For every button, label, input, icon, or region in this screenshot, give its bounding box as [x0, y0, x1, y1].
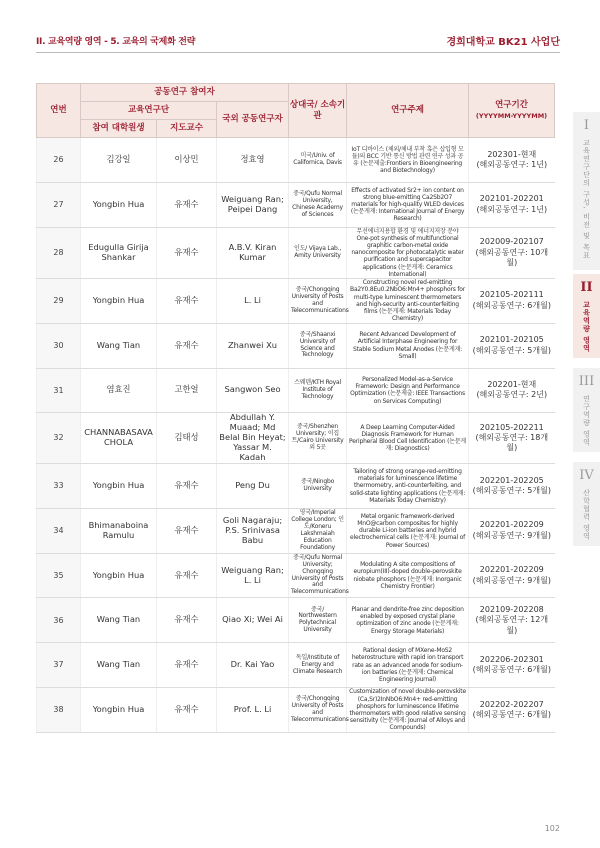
foreign-researcher: Zhanwei Xu	[217, 323, 289, 368]
research-topic: Customization of novel double-perovskite (Ca,Sr)2InNbO6:Mn4+ red-emitting phosphors for luminescence lifetime thermometers with good relative sensing sensitivity (논문게재: Journal of Alloys and Compounds)	[347, 688, 469, 733]
side-tab-num: II	[580, 280, 593, 295]
research-topic: Effects of activated Sr2+ ion content on strong blue-emitting Ca2Sb2O7 materials for high-quality WLED devices (논문게재: International Journal of Energy Research)	[347, 182, 469, 227]
header-participants: 공동연구 참여자	[81, 84, 289, 102]
period-range: 202202-202207	[479, 699, 544, 709]
research-period	[469, 138, 555, 183]
foreign-researcher: Weiguang Ran; L. Li	[217, 553, 289, 598]
institution: 중국/Chongqing University of Posts and Telecommunications	[289, 688, 347, 733]
side-tab-label: 교육역량 영역	[582, 301, 591, 353]
foreign-researcher: Dr. Kai Yao	[217, 643, 289, 688]
header-topic: 연구주제	[347, 84, 469, 138]
table-row	[37, 508, 555, 553]
period-note: (해외공동연구: 5개월)	[472, 345, 551, 355]
period-range: 202201-202205	[479, 475, 544, 485]
research-period	[469, 464, 555, 509]
row-number: 31	[37, 368, 81, 413]
research-period	[469, 553, 555, 598]
side-tab-num: III	[578, 374, 595, 389]
table-row	[37, 688, 555, 733]
period-range: 202101-202105	[479, 335, 544, 345]
research-topic: Personalized Model-as-a-Service Framework: Design and Performance Optimization (논문제출: IEEE Transactions on Services Computing)	[347, 368, 469, 413]
period-note: (해외공동연구: 6개월)	[472, 665, 551, 675]
period-range: 202201-202209	[479, 565, 544, 575]
professor-name: 유재수	[157, 323, 217, 368]
institution: 영국/Imperial College London; 인도/Koneru Lakshmaiah Education Foundationy	[289, 508, 347, 553]
table-row	[37, 598, 555, 643]
header-period-format: (YYYYMM-YYYYMM)	[475, 111, 548, 120]
professor-name: 유재수	[157, 508, 217, 553]
foreign-researcher: A.B.V. Kiran Kumar	[217, 227, 289, 278]
header-foreign: 국외 공동연구자	[217, 102, 289, 138]
professor-name: 유재수	[157, 182, 217, 227]
research-topic: Recent Advanced Development of Artificial Interphase Engineering for Stable Sodium Metal Anodes (논문게재: Small)	[347, 323, 469, 368]
research-topic: Modulating A site compositions of europium(III)-doped double-perovskite niobate phosphors (논문게재: Inorganic Chemistry Frontier)	[347, 553, 469, 598]
research-period	[469, 368, 555, 413]
table-row	[37, 413, 555, 464]
foreign-researcher: Goli Nagaraju; P.S. Srinivasa Babu	[217, 508, 289, 553]
row-number: 30	[37, 323, 81, 368]
student-name: Wang Tian	[81, 643, 157, 688]
student-name: Yongbin Hua	[81, 688, 157, 733]
institution: 중국/Shenzhen University; 이집트/Cairo University 외 5곳	[289, 413, 347, 464]
side-tab-num: IV	[579, 468, 594, 483]
student-name: CHANNABASAVA CHOLA	[81, 413, 157, 464]
side-tab-label: 교육연구단의 구성, 비전 및 목표	[582, 139, 591, 260]
research-topic: Constructing novel red-emitting Ba2Y0.8Eu0.2NbO6:Mn4+ phosphors for multi-type luminescent thermometers and high-security anti-counterfeiting films (논문게재: Materials Today Chemistry)	[347, 278, 469, 323]
period-range: 202201-202209	[479, 520, 544, 530]
research-period	[469, 413, 555, 464]
page-header	[0, 0, 600, 58]
research-period	[469, 508, 555, 553]
table-row	[37, 553, 555, 598]
student-name: Wang Tian	[81, 323, 157, 368]
student-name: Yongbin Hua	[81, 278, 157, 323]
row-number: 35	[37, 553, 81, 598]
student-name: Yongbin Hua	[81, 464, 157, 509]
foreign-researcher: Prof. L. Li	[217, 688, 289, 733]
period-note: (해외공동연구: 1년)	[476, 204, 548, 214]
header-period-label: 연구기간	[495, 99, 528, 110]
table-row	[37, 227, 555, 278]
student-name: Yongbin Hua	[81, 182, 157, 227]
student-name: Edugulla Girija Shankar	[81, 227, 157, 278]
side-tab-3[interactable]	[573, 368, 600, 452]
student-name: 김강일	[81, 138, 157, 183]
row-number: 26	[37, 138, 81, 183]
header-divider	[36, 52, 560, 53]
header-period	[469, 84, 555, 138]
row-number: 32	[37, 413, 81, 464]
professor-name: 유재수	[157, 227, 217, 278]
period-range: 202201-현재	[487, 380, 537, 389]
organization-name: 경희대학교 BK21 사업단	[446, 37, 560, 48]
professor-name: 고한얼	[157, 368, 217, 413]
row-number: 36	[37, 598, 81, 643]
foreign-researcher: 정효영	[217, 138, 289, 183]
page-number: 102	[544, 824, 560, 833]
period-note: (해외공동연구: 10개월)	[475, 247, 549, 267]
period-range: 202206-202301	[479, 654, 544, 664]
row-number: 38	[37, 688, 81, 733]
institution: 중국/ Northwestern Polytechnical University	[289, 598, 347, 643]
research-period	[469, 688, 555, 733]
header-no: 연번	[37, 84, 81, 138]
period-range: 202009-202107	[479, 237, 544, 247]
research-period	[469, 227, 555, 278]
institution: 스웨덴/KTH Royal Institute of Technology	[289, 368, 347, 413]
research-topic: 무선에너지용합 환경 및 에너지저장 분야 One-pot synthesis of multifunctional graphitic carbon-metal oxide nanocomposite for photocatalytic water purification and supercapacitor applications (논문게재: Ceramics International)	[347, 227, 469, 278]
period-range: 202109-202208	[479, 604, 544, 614]
row-number: 29	[37, 278, 81, 323]
foreign-researcher: Abdullah Y. Muaad; Md Belal Bin Heyat; Yassar M. Kadah	[217, 413, 289, 464]
side-tab-2[interactable]	[573, 274, 600, 358]
foreign-researcher: Peng Du	[217, 464, 289, 509]
student-name: Bhimanaboina Ramulu	[81, 508, 157, 553]
table-row	[37, 323, 555, 368]
period-range: 202105-202211	[479, 422, 544, 432]
row-number: 28	[37, 227, 81, 278]
row-number: 37	[37, 643, 81, 688]
research-topic: Metal organic framework-derived MnO@carbon composites for highly durable Li-ion batteries and hybrid electrochemical cells (논문게재: Journal of Power Sources)	[347, 508, 469, 553]
research-period	[469, 643, 555, 688]
foreign-researcher: Sangwon Seo	[217, 368, 289, 413]
student-name: Wang Tian	[81, 598, 157, 643]
table-row	[37, 368, 555, 413]
side-tab-4[interactable]	[573, 462, 600, 546]
research-topic: Rational design of MXene-MoS2 heterostructure with rapid ion transport rate as an advanced anode for sodium-ion batteries (논문게재: Chemical Engineering Journal)	[347, 643, 469, 688]
side-tab-label: 연구역량 영역	[582, 395, 591, 447]
institution: 중국/Qufu Normal University, Chinese Academy of Sciences	[289, 182, 347, 227]
table-row	[37, 643, 555, 688]
joint-research-table	[36, 83, 555, 733]
professor-name: 유재수	[157, 688, 217, 733]
research-topic: Tailoring of strong orange-red-emitting materials for luminescence lifetime thermometry, anti-counterfeiting, and solid-state lighting applications (논문게재: Materials Today Chemistry)	[347, 464, 469, 509]
professor-name: 김태성	[157, 413, 217, 464]
research-period	[469, 278, 555, 323]
side-tab-1[interactable]	[573, 112, 600, 270]
period-note: (해외공동연구: 5개월)	[472, 485, 551, 495]
period-note: (해외공동연구: 6개월)	[472, 300, 551, 310]
student-name: 염효진	[81, 368, 157, 413]
row-number: 33	[37, 464, 81, 509]
table-row	[37, 278, 555, 323]
section-title: II. 교육역량 영역 - 5. 교육의 국제화 전략	[36, 37, 196, 47]
professor-name: 유재수	[157, 598, 217, 643]
foreign-researcher: Qiao Xi; Wei Ai	[217, 598, 289, 643]
student-name: Yongbin Hua	[81, 553, 157, 598]
research-period	[469, 323, 555, 368]
header-institution: 상대국/ 소속기관	[289, 84, 347, 138]
foreign-researcher: Weiguang Ran; Peipei Dang	[217, 182, 289, 227]
period-note: (해외공동연구: 9개월)	[472, 530, 551, 540]
professor-name: 유재수	[157, 643, 217, 688]
period-note: (해외공동연구: 6개월)	[472, 709, 551, 719]
institution: 중국/Shaanxi University of Science and Technology	[289, 323, 347, 368]
period-note: (해외공동연구: 18개월)	[475, 432, 549, 453]
research-table-wrapper	[36, 83, 554, 809]
research-topic: IoT 디바이스 (체외/체내 부착 혹은 삽입형 모듈)의 BCC 기반 통신 방법 관련 연구 성과 공유 (논문제출:Frontiers in Bioengineering and Biotechnology)	[347, 138, 469, 183]
foreign-researcher: L. Li	[217, 278, 289, 323]
research-period	[469, 182, 555, 227]
professor-name: 유재수	[157, 464, 217, 509]
table-row	[37, 464, 555, 509]
institution: 독일/Institute of Energy and Climate Research	[289, 643, 347, 688]
header-student: 참여 대학원생	[81, 120, 157, 138]
table-row	[37, 138, 555, 183]
research-period	[469, 598, 555, 643]
period-range: 202101-202201	[479, 194, 544, 204]
header-professor: 지도교수	[157, 120, 217, 138]
period-range: 202301-현재	[487, 149, 537, 159]
institution: 미국/Univ. of Californica, Davis	[289, 138, 347, 183]
institution: 중국/Ningbo University	[289, 464, 347, 509]
institution: 인도/ Vijaya Lab., Amity University	[289, 227, 347, 278]
period-note: (해외공동연구: 1년)	[476, 159, 548, 169]
period-note: (해외공동연구: 2년)	[476, 390, 548, 400]
period-note: (해외공동연구: 9개월)	[472, 575, 551, 585]
professor-name: 유재수	[157, 278, 217, 323]
side-tab-label: 산학협력 영역	[582, 489, 591, 541]
period-range: 202105-202111	[479, 290, 544, 300]
professor-name: 유재수	[157, 553, 217, 598]
header-edu-team: 교육연구단	[81, 102, 217, 120]
side-tab-num: I	[583, 118, 590, 133]
research-topic: Planar and dendrite-free zinc deposition enabled by exposed crystal plane optimization of zinc anode (논문게재: Energy Storage Materials)	[347, 598, 469, 643]
research-topic: A Deep Learning Computer-Aided Diagnosis Framework for Human Peripheral Blood Cell Identification (논문게재: Diagnostics)	[347, 413, 469, 464]
professor-name: 이상민	[157, 138, 217, 183]
institution: 중국/Qufu Normal University; Chongqing University of Posts and Telecommunications	[289, 553, 347, 598]
row-number: 27	[37, 182, 81, 227]
institution: 중국/Chongqing University of Posts and Telecommunications	[289, 278, 347, 323]
period-note: (해외공동연구: 12개월)	[475, 615, 549, 635]
table-row	[37, 182, 555, 227]
row-number: 34	[37, 508, 81, 553]
